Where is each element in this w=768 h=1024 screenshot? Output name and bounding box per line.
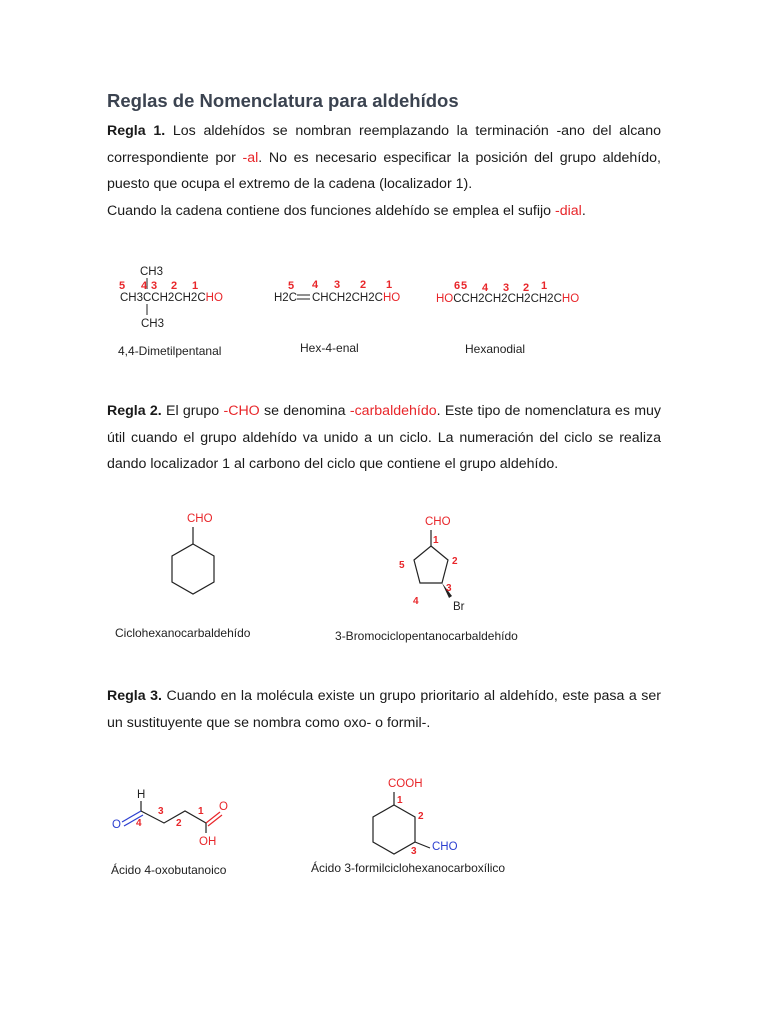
molecule-ciclohexanocarbaldehido	[172, 513, 214, 594]
rule1-text-b: . No es necesario especificar la posición del grupo aldehído, puesto que ocupa el extremo de la cadena (localizador 1).	[107, 149, 661, 192]
m3-num-4: 4	[482, 282, 489, 294]
m5-num-1: 1	[433, 535, 439, 546]
m7-num-2: 2	[418, 811, 424, 822]
rule1-text-a: Los aldehídos se nombran reemplazando la terminación -ano del alcano correspondiente por	[107, 123, 661, 166]
rule1-text-c: Cuando la cadena contiene dos funciones aldehído se emplea el sufijo	[107, 202, 556, 219]
m3-formula: HOCCH2CH2CH2CH2CHO	[436, 293, 580, 305]
rule2-cho: -CHO	[223, 403, 260, 419]
m3-num-6: 6	[454, 280, 461, 292]
molecule-oxobutanoico	[112, 789, 228, 848]
m2-formula-a: H2C	[274, 292, 298, 304]
m1-formula: CH3CCH2CH2CHO	[120, 292, 223, 304]
m6-o-aldehyde: O	[112, 819, 121, 831]
molecule-bromociclopentanocarbaldehido	[399, 516, 465, 613]
m5-cho: CHO	[425, 516, 451, 528]
m7-num-3: 3	[411, 846, 417, 857]
m5-num-2: 2	[452, 556, 458, 567]
m6-h: H	[137, 789, 146, 801]
m7-cho: CHO	[432, 841, 458, 853]
molecule-hexenal	[274, 279, 400, 304]
m1-num-3: 3	[151, 280, 158, 292]
molecule-dimetilpentanal	[119, 266, 223, 330]
m5-br: Br	[453, 601, 465, 613]
molecule-formilciclohexanocarboxilico	[373, 778, 458, 857]
m2-num-3: 3	[334, 279, 341, 291]
m4-cho: CHO	[187, 513, 213, 525]
m1-num-4: 4	[141, 280, 148, 292]
m6-o-acid: O	[219, 801, 228, 813]
m7-cooh: COOH	[388, 778, 423, 790]
rule2-carbaldehido: -carbaldehído	[349, 403, 437, 419]
m2-num-1: 1	[386, 279, 393, 291]
figure-2-structures	[0, 500, 768, 640]
m1-ch3-bottom: CH3	[141, 318, 165, 330]
m1-name: 4,4-Dimetilpentanal	[118, 344, 222, 358]
m7-num-1: 1	[397, 795, 403, 806]
m2-num-2: 2	[360, 279, 367, 291]
rule3-paragraph: Regla 3. Cuando en la molécula existe un grupo prioritario al aldehído, este pasa a ser un sustituyente que se nombra como oxo- o formil-.	[107, 688, 661, 731]
m7-name: Ácido 3-formilciclohexanocarboxílico	[311, 861, 506, 875]
rule1-paragraph	[107, 118, 661, 224]
m2-num-5: 5	[288, 280, 295, 292]
rule1-heading: Regla 1.	[107, 123, 166, 139]
m5-num-4: 4	[413, 596, 419, 607]
m6-num-2: 2	[176, 818, 182, 829]
page-title: Reglas de Nomenclatura para aldehídos	[107, 90, 459, 111]
m3-num-1: 1	[541, 280, 548, 292]
m6-num-4: 4	[136, 818, 142, 829]
rule2-heading: Regla 2.	[107, 403, 162, 419]
m6-num-3: 3	[158, 806, 164, 817]
m1-num-5: 5	[119, 280, 126, 292]
m5-num-3: 3	[446, 583, 452, 594]
m5-num-5: 5	[399, 560, 405, 571]
m1-num-1: 1	[192, 280, 199, 292]
rule3-heading: Regla 3.	[107, 688, 162, 704]
m3-num-2: 2	[523, 282, 530, 294]
m3-name: Hexanodial	[465, 342, 526, 356]
m1-num-2: 2	[171, 280, 178, 292]
m2-formula-b: CHCH2CH2CHO	[312, 292, 401, 304]
m1-ch3-top: CH3	[140, 266, 164, 278]
rule1-suffix-al: -al	[242, 149, 259, 166]
m5-name: 3-Bromociclopentanocarbaldehído	[335, 629, 518, 643]
rule1-suffix-dial: -dial	[555, 202, 582, 219]
m2-name: Hex-4-enal	[300, 341, 359, 355]
m4-name: Ciclohexanocarbaldehído	[115, 626, 251, 640]
m3-num-5: 5	[461, 280, 468, 292]
rule1-text-d: .	[581, 202, 586, 219]
rule2-paragraph: Regla 2. El grupo -CHO se denomina -carbaldehído. Este tipo de nomenclatura es muy útil cuando el grupo aldehído va unido a un ciclo. La numeración del ciclo se realiza dando localizador 1 al carbono del ciclo que contiene el grupo aldehído.	[107, 403, 661, 472]
m6-num-1: 1	[198, 806, 204, 817]
molecule-hexanodial	[436, 280, 579, 305]
m6-oh: OH	[199, 836, 217, 848]
m6-name: Ácido 4-oxobutanoico	[111, 863, 227, 877]
m2-num-4: 4	[312, 279, 319, 291]
figure-1-structures	[0, 256, 768, 376]
m3-num-3: 3	[503, 282, 510, 294]
